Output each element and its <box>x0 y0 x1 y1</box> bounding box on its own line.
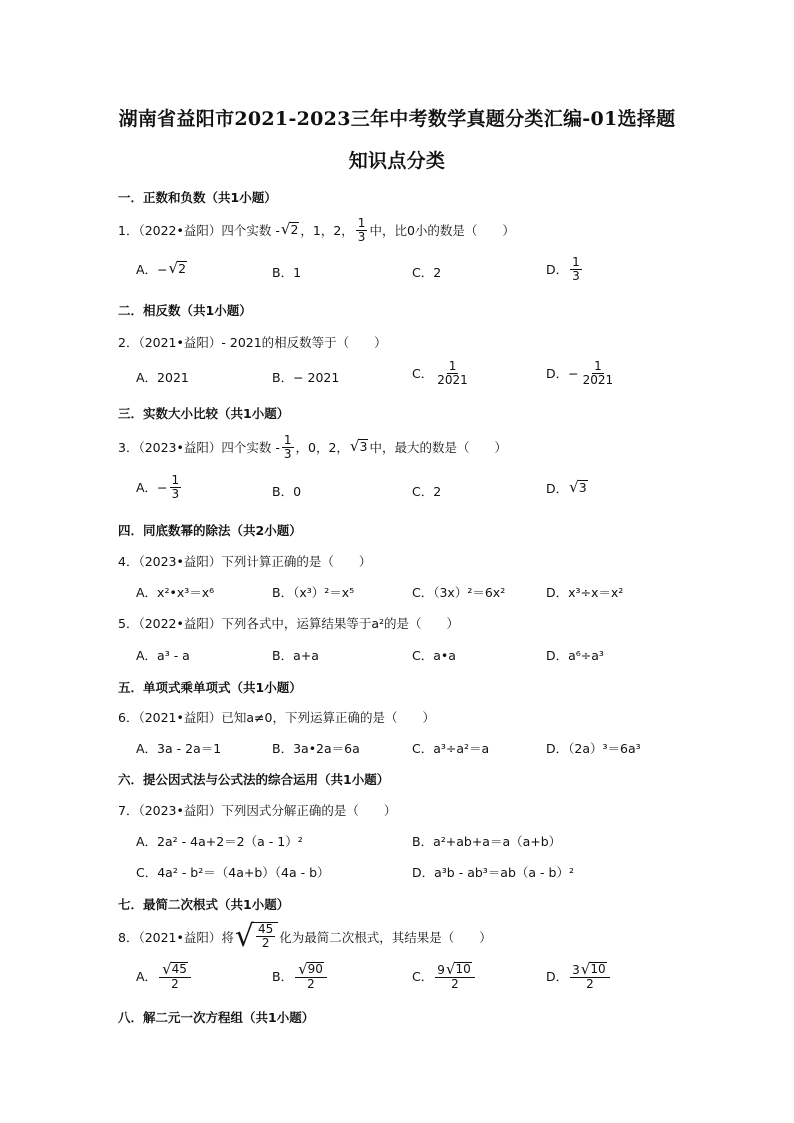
q4-option-c[interactable]: C．（3x）²＝6x² <box>412 585 506 600</box>
sqrt-sign: √ 90 <box>298 960 323 978</box>
q8-root-den: 2 <box>261 935 270 950</box>
q2-option-a[interactable]: A．2021 <box>136 370 189 385</box>
q8-option-a[interactable] <box>136 962 193 991</box>
question-6-stem: 6．（2021•益阳）已知a≠0，下列运算正确的是（ ） <box>118 710 435 725</box>
q1-option-d-num: 1 <box>572 255 580 269</box>
q1-option-d[interactable] <box>546 256 584 282</box>
section-heading-7: 七．最简二次根式（共1小题） <box>118 897 290 912</box>
fraction <box>435 360 470 386</box>
q2-option-d-num: 1 <box>594 359 602 373</box>
question-4-stem: 4．（2023•益阳）下列计算正确的是（ ） <box>118 554 372 569</box>
q8-prefix: 8．（2021•益阳）将 <box>118 930 234 945</box>
q1-option-d-den: 3 <box>572 268 580 283</box>
q8-option-c[interactable] <box>412 962 477 991</box>
q8-option-a-den: 2 <box>171 977 179 991</box>
section-heading-4: 四．同底数幂的除法（共2小题） <box>118 523 302 538</box>
q3-option-a-den: 3 <box>171 486 180 501</box>
q3-prefix: 3．（2023•益阳）四个实数 - <box>118 440 280 456</box>
fraction <box>570 256 582 282</box>
sqrt-sign: √ 10 <box>445 960 471 978</box>
q2-option-b[interactable]: B．− 2021 <box>272 370 340 385</box>
q8-option-d-coef: 3 <box>572 963 580 977</box>
q3-suffix: 中，最大的数是（ ） <box>369 440 507 456</box>
q8-option-b-label: B． <box>272 969 294 985</box>
fraction <box>282 434 294 460</box>
q8-suffix: 化为最简二次根式，其结果是（ ） <box>279 930 492 945</box>
q2-option-c-num: 1 <box>448 359 457 373</box>
q3-option-b[interactable]: B．0 <box>272 484 302 499</box>
q6-option-d[interactable]: D．（2a）³＝6a³ <box>546 741 641 756</box>
q8-root-num: 45 <box>258 922 274 936</box>
q1-option-a-label: A． <box>136 262 158 277</box>
q5-option-c[interactable]: C．a•a <box>412 648 456 663</box>
q1-option-a-sign: − <box>157 261 168 277</box>
fraction <box>295 962 327 991</box>
doc-title-line1: 湖南省益阳市2021-2023三年中考数学真题分类汇编-01选择题 <box>118 108 676 130</box>
q2-option-c-label: C． <box>412 366 434 382</box>
q5-option-a[interactable]: A．a³ - a <box>136 648 190 663</box>
q8-option-b[interactable] <box>272 962 329 991</box>
q8-option-b-arg: 90 <box>307 962 323 976</box>
section-heading-8: 八．解二元一次方程组（共1小题） <box>118 1010 315 1025</box>
q8-option-c-den: 2 <box>451 977 459 991</box>
q3-option-d-arg: 3 <box>578 480 587 496</box>
q8-option-c-arg: 10 <box>455 962 471 976</box>
q6-option-c[interactable]: C．a³÷a²＝a <box>412 741 490 756</box>
q8-option-a-label: A． <box>136 969 158 985</box>
q7-option-c[interactable]: C．4a² - b²＝（4a+b）（4a - b） <box>136 865 330 880</box>
question-1-stem <box>118 217 515 243</box>
q4-option-b[interactable]: B．（x³）²＝x⁵ <box>272 585 355 600</box>
q8-option-b-den: 2 <box>307 977 315 991</box>
q1-option-a-arg: 2 <box>178 261 187 277</box>
q7-option-a[interactable]: A．2a² - 4a+2＝2（a - 1）² <box>136 834 303 849</box>
question-7-stem: 7．（2023•益阳）下列因式分解正确的是（ ） <box>118 803 397 818</box>
q1-option-b[interactable]: B．1 <box>272 265 302 280</box>
q1-mid: ，1，2， <box>300 223 354 239</box>
q8-option-c-coef: 9 <box>437 963 445 977</box>
section-heading-3: 三．实数大小比较（共1小题） <box>118 406 290 421</box>
q3-option-a-label: A．− <box>136 480 168 496</box>
q1-sqrt-arg: 2 <box>290 222 299 238</box>
q7-option-d[interactable]: D．a³b - ab³＝ab（a - b）² <box>412 865 574 880</box>
q8-option-d-den: 2 <box>586 977 594 991</box>
sqrt-sign: √ 45 <box>162 960 187 978</box>
q5-option-d[interactable]: D．a⁶÷a³ <box>546 648 604 663</box>
fraction <box>435 962 474 991</box>
q3-option-d[interactable] <box>546 479 589 497</box>
q2-option-d-label: D．− <box>546 366 579 382</box>
doc-title-line2: 知识点分类 <box>348 150 446 172</box>
fraction <box>159 962 191 991</box>
q3-mid: ，0，2， <box>295 440 349 456</box>
q3-frac-den: 3 <box>283 446 292 461</box>
fraction <box>570 962 609 991</box>
q1-prefix: 1．（2022•益阳）四个实数 - <box>118 223 280 239</box>
q3-sqrt-arg: 3 <box>359 439 368 455</box>
sqrt-sign: √ 10 <box>580 960 606 978</box>
question-5-stem: 5．（2022•益阳）下列各式中，运算结果等于a²的是（ ） <box>118 616 460 631</box>
section-heading-1: 一．正数和负数（共1小题） <box>118 190 277 205</box>
q4-option-d[interactable]: D．x³÷x＝x² <box>546 585 624 600</box>
sqrt-sign: √ $\frac{45}{2}$ <box>235 922 278 952</box>
q1-frac-num: 1 <box>357 216 366 230</box>
sqrt-sign: √ 3 <box>349 437 368 456</box>
question-8-stem <box>118 919 492 954</box>
q3-option-a[interactable] <box>136 474 183 500</box>
q8-option-d[interactable] <box>546 962 612 991</box>
q8-option-d-arg: 10 <box>590 962 606 976</box>
q2-option-c[interactable] <box>412 360 472 386</box>
q1-frac-den: 3 <box>357 229 366 244</box>
q8-option-d-label: D． <box>546 969 569 985</box>
q1-option-c[interactable]: C．2 <box>412 265 442 280</box>
q3-frac-num: 1 <box>283 433 292 447</box>
q2-option-d-den: 2021 <box>582 372 614 387</box>
section-heading-5: 五．单项式乘单项式（共1小题） <box>118 680 302 695</box>
fraction <box>170 474 182 500</box>
q3-option-d-label: D． <box>546 481 569 496</box>
section-heading-2: 二．相反数（共1小题） <box>118 303 252 318</box>
q4-option-a[interactable]: A．x²•x³＝x⁶ <box>136 585 215 600</box>
section-heading-6: 六．提公因式法与公式法的综合运用（共1小题） <box>118 772 390 787</box>
fraction <box>356 217 368 243</box>
question-2-stem: 2．（2021•益阳）- 2021的相反数等于（ ） <box>118 335 387 350</box>
q8-option-a-arg: 45 <box>171 962 187 976</box>
q3-option-a-num: 1 <box>171 473 180 487</box>
q3-option-c[interactable]: C．2 <box>412 484 442 499</box>
q6-option-a[interactable]: A．3a - 2a＝1 <box>136 741 222 756</box>
fraction <box>256 923 275 949</box>
question-3-stem <box>118 434 507 460</box>
sqrt-sign: √ 2 <box>280 220 299 239</box>
q7-option-b[interactable]: B．a²+ab+a＝a（a+b） <box>412 834 562 849</box>
q1-option-d-label: D． <box>546 262 569 278</box>
q1-option-a[interactable] <box>136 260 188 278</box>
q6-option-b[interactable]: B．3a•2a＝6a <box>272 741 360 756</box>
sqrt-sign: √ 2 <box>168 259 187 278</box>
q5-option-b[interactable]: B．a+a <box>272 648 319 663</box>
q2-option-c-den: 2021 <box>437 372 468 387</box>
q8-option-c-label: C． <box>412 969 434 985</box>
fraction <box>581 360 616 386</box>
sqrt-sign: √ 3 <box>569 478 587 497</box>
q2-option-d[interactable] <box>546 360 617 386</box>
q1-suffix: 中，比0小的数是（ ） <box>369 223 515 239</box>
